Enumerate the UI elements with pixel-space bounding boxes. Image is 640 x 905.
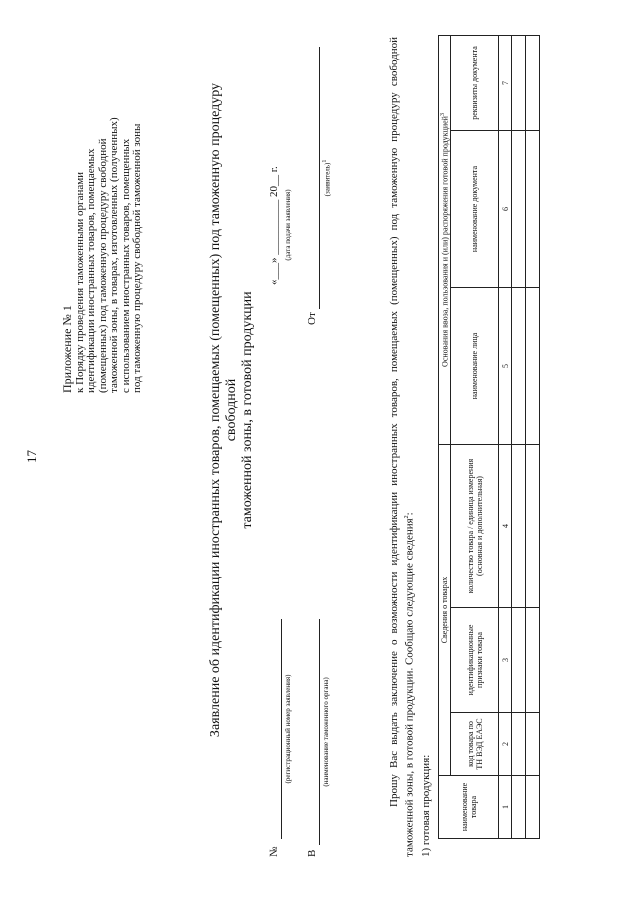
group-header-basis: Основания ввоза, пользования и (или) распоряжения готовой продукцией$^3$	[439, 36, 451, 445]
column-header: идентификационные признаки товара	[451, 608, 499, 713]
table-cell[interactable]	[512, 288, 526, 445]
column-number: 5	[499, 288, 512, 445]
annex-line: под таможенную процедуру свободной таможенной зоны	[131, 123, 143, 393]
number-field-line[interactable]	[281, 619, 282, 839]
from-label: От	[306, 312, 318, 325]
table-cell[interactable]	[526, 131, 540, 288]
column-number: 6	[499, 131, 512, 288]
table-cell[interactable]	[526, 445, 540, 608]
annex-line: таможенной зоны, в товарах, изготовленных (полученных)	[108, 117, 120, 393]
to-field-line[interactable]	[319, 619, 320, 845]
number-label: №	[268, 846, 280, 857]
annex-line: с использованием иностранных товаров, помещенных	[119, 138, 132, 393]
table-cell[interactable]	[526, 608, 540, 713]
column-header: наименование документа	[451, 131, 499, 288]
products-table	[438, 35, 540, 839]
column-header: наименование товара	[439, 776, 499, 839]
table-cell[interactable]	[512, 776, 526, 839]
table-cell[interactable]	[512, 36, 526, 131]
table-cell[interactable]	[512, 608, 526, 713]
column-header: реквизиты документа	[451, 36, 499, 131]
title-line: таможенной зоны, в готовой продукции	[240, 291, 255, 529]
request-paragraph: Прошу Вас выдать заключение о возможности идентификации иностранных товаров, помещаемых (помещенных) под таможенную процедуру свободной таможенной зоны, в готовой продукции. Сообщаю следующие сведения$^2$:	[388, 37, 416, 857]
to-label: В	[306, 849, 318, 857]
group-header-goods: Сведения о товарах	[439, 445, 451, 776]
column-number: 3	[499, 608, 512, 713]
table-cell[interactable]	[512, 445, 526, 608]
page-number: 17	[24, 450, 39, 463]
column-number: 7	[499, 36, 512, 131]
table-cell[interactable]	[526, 713, 540, 776]
annex-line: идентификации иностранных товаров, помещаемых	[85, 148, 97, 393]
annex-line: к Порядку проведения таможенными органами	[73, 171, 86, 393]
annex-header	[62, 117, 144, 393]
to-hint: (наименование таможенного органа)	[322, 677, 330, 787]
column-number: 2	[499, 713, 512, 776]
from-hint: (заявитель)1	[322, 159, 332, 197]
table-cell[interactable]	[526, 36, 540, 131]
number-hint: (регистрационный номер заявления)	[284, 674, 292, 784]
document-title	[208, 65, 256, 755]
table-cell[interactable]	[512, 131, 526, 288]
table-cell[interactable]	[526, 776, 540, 839]
annex-line: (помещенных) под таможенную процедуру свободной	[96, 138, 109, 393]
from-field-line[interactable]	[319, 47, 320, 309]
table-cell[interactable]	[512, 713, 526, 776]
title-line: Заявление об идентификации иностранных товаров, помещаемых (помещенных) под таможенную процедуру свободной	[208, 82, 239, 738]
annex-title: Приложение № 1	[60, 305, 74, 393]
table-cell[interactable]	[526, 288, 540, 445]
column-header: количество товара / единица измерения (основная и дополнительная)	[451, 445, 499, 608]
date-field[interactable]: «___» __________ 20__ г.	[268, 166, 280, 285]
column-number: 4	[499, 445, 512, 608]
column-header: код товара по ТН ВЭД ЕАЭС	[451, 713, 499, 776]
section-finished-products: 1) готовая продукция:	[420, 754, 432, 857]
date-hint: (дата подачи заявления)	[284, 189, 292, 261]
footnote-mark: 2	[404, 515, 410, 519]
column-number: 1	[499, 776, 512, 839]
column-header: наименование лица	[451, 288, 499, 445]
